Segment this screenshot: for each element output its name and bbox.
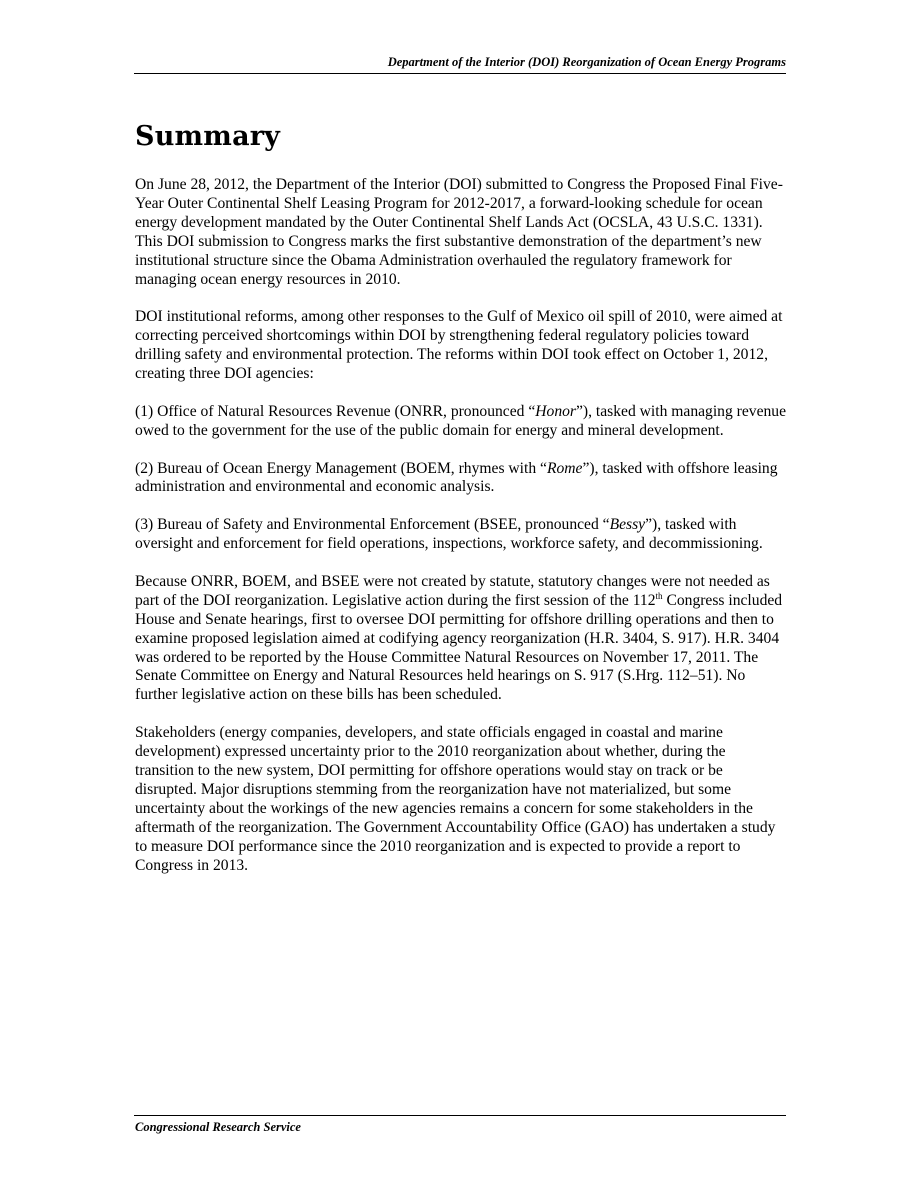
agency-bsee-text-before: (3) Bureau of Safety and Environmental Enforcement (BSEE, pronounced “ — [135, 516, 610, 534]
paragraph-agency-boem — [135, 460, 787, 498]
footer-divider — [134, 1115, 786, 1116]
paragraph-agency-onrr — [135, 403, 787, 441]
ordinal-superscript: th — [655, 590, 663, 601]
page-title: Summary — [135, 121, 281, 152]
agency-boem-text-before: (2) Bureau of Ocean Energy Management (BOEM, rhymes with “ — [135, 459, 547, 477]
paragraph-legislative-action — [135, 573, 787, 705]
legislative-text-after: Congress included House and Senate hearings, first to oversee DOI permitting for offshore drilling operations and then to examine proposed legislation aimed at codifying agency reorganization (H.R. 3404, S. 917). H.R. 3404 was ordered to be reported by the House Committee Natural Resources on November 17, 2011. The Senate Committee on Energy and Natural Resources held hearings on S. 917 (S.Hrg. 112–51). No further legislative action on these bills has been scheduled. — [135, 591, 783, 704]
header-divider — [134, 73, 786, 74]
agency-bsee-text-after: ”), tasked with oversight and enforcement for field operations, inspections, workforce safety, and decommissioning. — [135, 516, 763, 553]
agency-boem-text-after: ”), tasked with offshore leasing administration and environmental and economic analysis. — [135, 459, 778, 496]
paragraph-reforms: DOI institutional reforms, among other responses to the Gulf of Mexico oil spill of 2010, were aimed at correcting perceived shortcomings within DOI by strengthening federal regulatory policies toward drilling safety and environmental protection. The reforms within DOI took effect on October 1, 2012, creating three DOI agencies: — [135, 308, 783, 383]
running-footer: Congressional Research Service — [135, 1120, 301, 1134]
agency-onrr-text-before: (1) Office of Natural Resources Revenue (ONRR, pronounced “ — [135, 402, 536, 420]
legislative-text-before: Because ONRR, BOEM, and BSEE were not created by statute, statutory changes were not needed as part of the DOI reorganization. Legislative action during the first session of the 112 — [135, 572, 770, 609]
agency-onrr-text-after: ”), tasked with managing revenue owed to the government for the use of the public domain for energy and mineral development. — [135, 402, 787, 439]
running-header: Department of the Interior (DOI) Reorganization of Ocean Energy Programs — [387, 55, 786, 69]
summary-body — [135, 176, 787, 894]
paragraph-stakeholders: Stakeholders (energy companies, developers, and state officials engaged in coastal and marine development) expressed uncertainty prior to the 2010 reorganization about whether, during the transition to the new system, DOI permitting for offshore operations would stay on track or be disrupted. Major disruptions stemming from the reorganization have not materialized, but some uncertainty about the workings of the new agencies remains a concern for some stakeholders in the aftermath of the reorganization. The Government Accountability Office (GAO) has undertaken a study to measure DOI performance since the 2010 reorganization and is expected to provide a report to Congress in 2013. — [135, 724, 776, 874]
agency-bsee-pronunciation: Bessy — [609, 516, 646, 534]
paragraph-agency-bsee — [135, 516, 787, 554]
agency-boem-pronunciation: Rome — [546, 459, 583, 477]
agency-onrr-pronunciation: Honor — [535, 402, 576, 420]
paragraph-intro: On June 28, 2012, the Department of the Interior (DOI) submitted to Congress the Proposed Final Five-Year Outer Continental Shelf Leasing Program for 2012-2017, a forward-looking schedule for ocean energy development mandated by the Outer Continental Shelf Lands Act (OCSLA, 43 U.S.C. 1331). This DOI submission to Congress marks the first substantive demonstration of the department’s new institutional structure since the Obama Administration overhauled the regulatory framework for managing ocean energy resources in 2010. — [135, 176, 783, 288]
